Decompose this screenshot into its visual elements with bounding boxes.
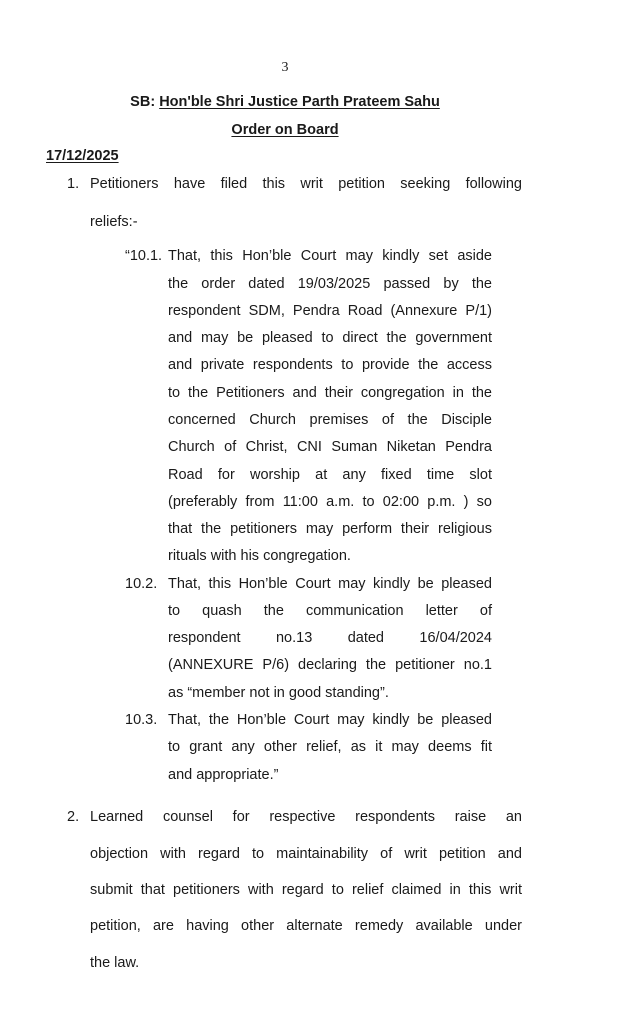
paragraph-2-line: submit that petitioners with regard to relief claimed in this writ [90, 882, 522, 898]
bench-prefix: SB: [130, 94, 156, 110]
relief-1-number: “10.1. [125, 248, 163, 264]
relief-2-number: 10.2. [125, 576, 158, 592]
order-date: 17/12/2025 [46, 148, 119, 164]
relief-3-line: That, the Hon’ble Court may kindly be pleased [168, 712, 492, 728]
relief-2-line: That, this Hon’ble Court may kindly be pleased [168, 576, 492, 592]
relief-1-line: the order dated 19/03/2025 passed by the [168, 276, 492, 292]
order-title [0, 122, 570, 138]
relief-3-line: and appropriate.” [168, 767, 279, 783]
paragraph-1-line: Petitioners have filed this writ petition seeking following [90, 176, 522, 192]
relief-2-line: respondent no.13 dated 16/04/2024 [168, 630, 492, 646]
relief-2-line: to quash the communication letter of [168, 603, 492, 619]
paragraph-2-line: the law. [90, 955, 140, 971]
relief-2-line: (ANNEXURE P/6) declaring the petitioner no.1 [168, 657, 492, 673]
paragraph-2-number: 2. [67, 809, 80, 825]
paragraph-2-line: petition, are having other alternate remedy available under [90, 918, 522, 934]
relief-3-line: to grant any other relief, as it may deems fit [168, 739, 492, 755]
relief-1-line: Road for worship at any fixed time slot [168, 467, 492, 483]
bench-heading [0, 94, 570, 110]
relief-3-number: 10.3. [125, 712, 158, 728]
paragraph-1-line: reliefs:- [90, 214, 138, 230]
relief-1-line: rituals with his congregation. [168, 548, 351, 564]
relief-1-line: Church of Christ, CNI Suman Niketan Pendra [168, 439, 492, 455]
relief-1-line: that the petitioners may perform their religious [168, 521, 492, 537]
relief-1-line: to the Petitioners and their congregation in the [168, 385, 492, 401]
order-title-text: Order on Board [231, 122, 339, 138]
relief-1-line: (preferably from 11:00 a.m. to 02:00 p.m. ) so [168, 494, 492, 510]
relief-1-line: and may be pleased to direct the government [168, 330, 492, 346]
page-number: 3 [281, 60, 289, 75]
relief-1-line: and private respondents to provide the access [168, 357, 492, 373]
relief-1-line: concerned Church premises of the Disciple [168, 412, 492, 428]
relief-2-line: as “member not in good standing”. [168, 685, 389, 701]
relief-1-line: That, this Hon’ble Court may kindly set aside [168, 248, 492, 264]
judge-name: Hon'ble Shri Justice Parth Prateem Sahu [159, 94, 440, 110]
relief-1-line: respondent SDM, Pendra Road (Annexure P/1) [168, 303, 492, 319]
paragraph-2-line: Learned counsel for respective respondents raise an [90, 809, 522, 825]
paragraph-1-number: 1. [67, 176, 80, 192]
paragraph-2-line: objection with regard to maintainability of writ petition and [90, 846, 522, 862]
